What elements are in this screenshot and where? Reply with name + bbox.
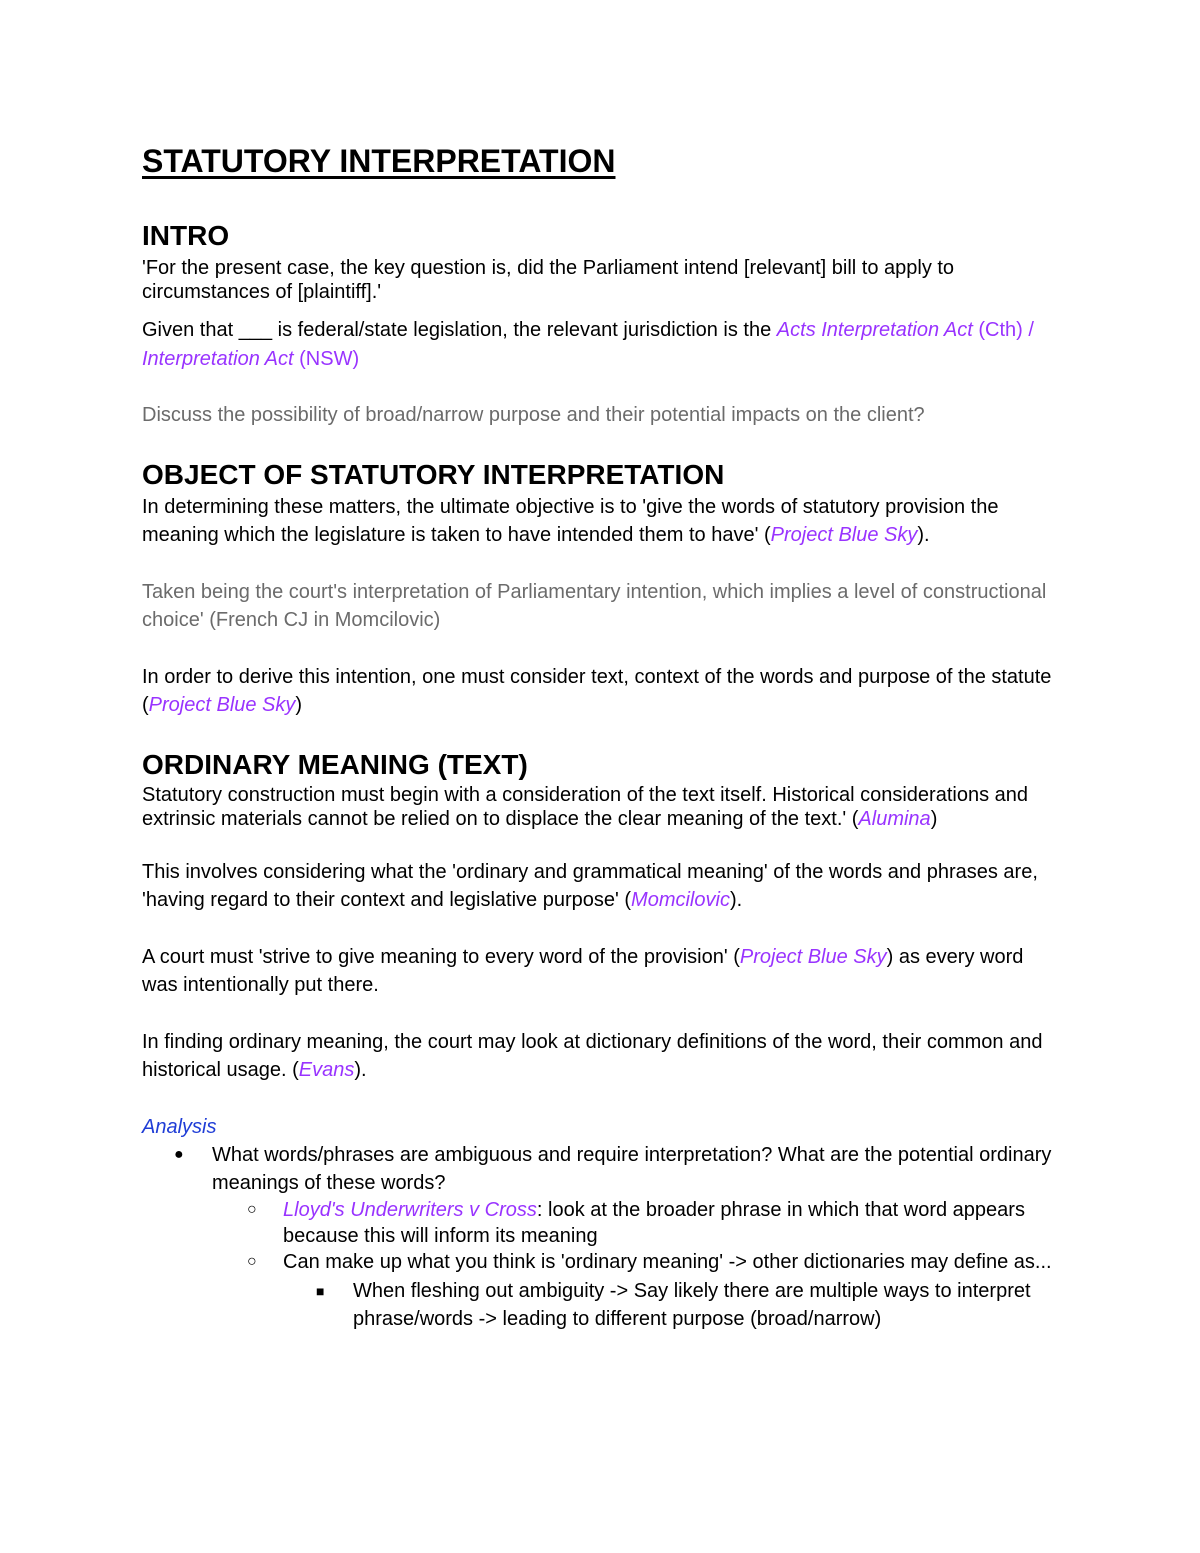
object-objective-paragraph <box>142 493 1060 549</box>
nsw-label: (NSW) <box>293 348 360 370</box>
intro-question-paragraph: 'For the present case, the key question is, did the Parliament intend [relevant] bill to apply to circumstances of [plaintiff].' <box>142 257 955 303</box>
intro-heading: INTRO <box>142 220 230 251</box>
intro-jurisdiction-paragraph <box>142 316 1060 374</box>
construction-end: ) <box>930 808 938 830</box>
project-blue-sky-citation-2: Project Blue Sky <box>148 694 296 716</box>
jurisdiction-text: Given that ___ is federal/state legislation, the relevant jurisdiction is the <box>142 319 777 341</box>
objective-text: In determining these matters, the ultimate objective is to 'give the words of statutory provision the meaning which the legislature is taken to have intended them to have' ( <box>142 496 999 546</box>
derive-end: ) <box>295 694 303 716</box>
list-item-text: What words/phrases are ambiguous and require interpretation? What are the potential ordinary meanings of these words? <box>212 1144 1052 1194</box>
hollow-circle-bullet-icon: ○ <box>247 1201 257 1218</box>
list-item <box>142 1141 1060 1197</box>
list-item <box>142 1197 1060 1249</box>
every-word-end: ) as every word was intentionally put there. <box>142 946 1024 996</box>
square-bullet-icon: ■ <box>316 1283 325 1299</box>
project-blue-sky-citation: Project Blue Sky <box>770 524 918 546</box>
list-item-text: Can make up what you think is 'ordinary meaning' -> other dictionaries may define as... <box>283 1251 1052 1273</box>
filled-circle-bullet-icon: ● <box>174 1146 184 1163</box>
object-derive-paragraph <box>142 663 1060 719</box>
object-heading: OBJECT OF STATUTORY INTERPRETATION <box>142 459 725 490</box>
analysis-list <box>142 1141 1060 1333</box>
intro-note: Discuss the possibility of broad/narrow purpose and their potential impacts on the client? <box>142 404 925 426</box>
grammatical-text: This involves considering what the 'ordinary and grammatical meaning' of the words and phrases are, 'having regard to their context and legislative purpose' ( <box>142 861 1038 911</box>
ordinary-dictionary-paragraph <box>142 1028 1060 1084</box>
construction-text: Statutory construction must begin with a consideration of the text itself. Historical considerations and extrinsic materials cannot be relied on to displace the clear meaning of the text.' ( <box>142 784 1029 830</box>
every-word-text: A court must 'strive to give meaning to every word of the provision' ( <box>142 946 740 968</box>
hollow-circle-bullet-icon: ○ <box>247 1253 257 1270</box>
grammatical-end: ). <box>729 889 743 911</box>
ordinary-construction-paragraph <box>142 783 1060 831</box>
dictionary-text: In finding ordinary meaning, the court may look at dictionary definitions of the word, their common and historical usage. ( <box>142 1031 1043 1081</box>
derive-text: In order to derive this intention, one must consider text, context of the words and purpose of the statute ( <box>142 666 1052 716</box>
cth-label: (Cth) / <box>972 319 1034 341</box>
project-blue-sky-citation-3: Project Blue Sky <box>739 946 887 968</box>
ordinary-grammatical-paragraph <box>142 858 1060 914</box>
list-item-text: : look at the broader phrase in which that word appears because this will inform its meaning <box>283 1199 1025 1247</box>
dictionary-end: ). <box>354 1059 367 1081</box>
alumina-citation: Alumina <box>858 808 931 830</box>
acts-interpretation-act-citation: Acts Interpretation Act <box>776 319 973 341</box>
list-item <box>142 1249 1060 1275</box>
object-note: Taken being the court's interpretation of Parliamentary intention, which implies a level of constructional choice' (French CJ in Momcilovic) <box>142 581 1047 631</box>
ordinary-every-word-paragraph <box>142 943 1060 999</box>
lloyds-underwriters-citation: Lloyd's Underwriters v Cross <box>283 1199 537 1221</box>
ordinary-meaning-heading: ORDINARY MEANING (TEXT) <box>142 749 528 780</box>
interpretation-act-citation: Interpretation Act <box>142 348 294 370</box>
list-item-text: When fleshing out ambiguity -> Say likely there are multiple ways to interpret phrase/words -> leading to different purpose (broad/narrow) <box>353 1280 1031 1330</box>
objective-end: ). <box>917 524 930 546</box>
analysis-label: Analysis <box>142 1116 217 1138</box>
momcilovic-citation: Momcilovic <box>631 889 730 911</box>
list-item <box>142 1277 1060 1333</box>
document-title: STATUTORY INTERPRETATION <box>142 143 616 179</box>
evans-citation: Evans <box>298 1059 355 1081</box>
